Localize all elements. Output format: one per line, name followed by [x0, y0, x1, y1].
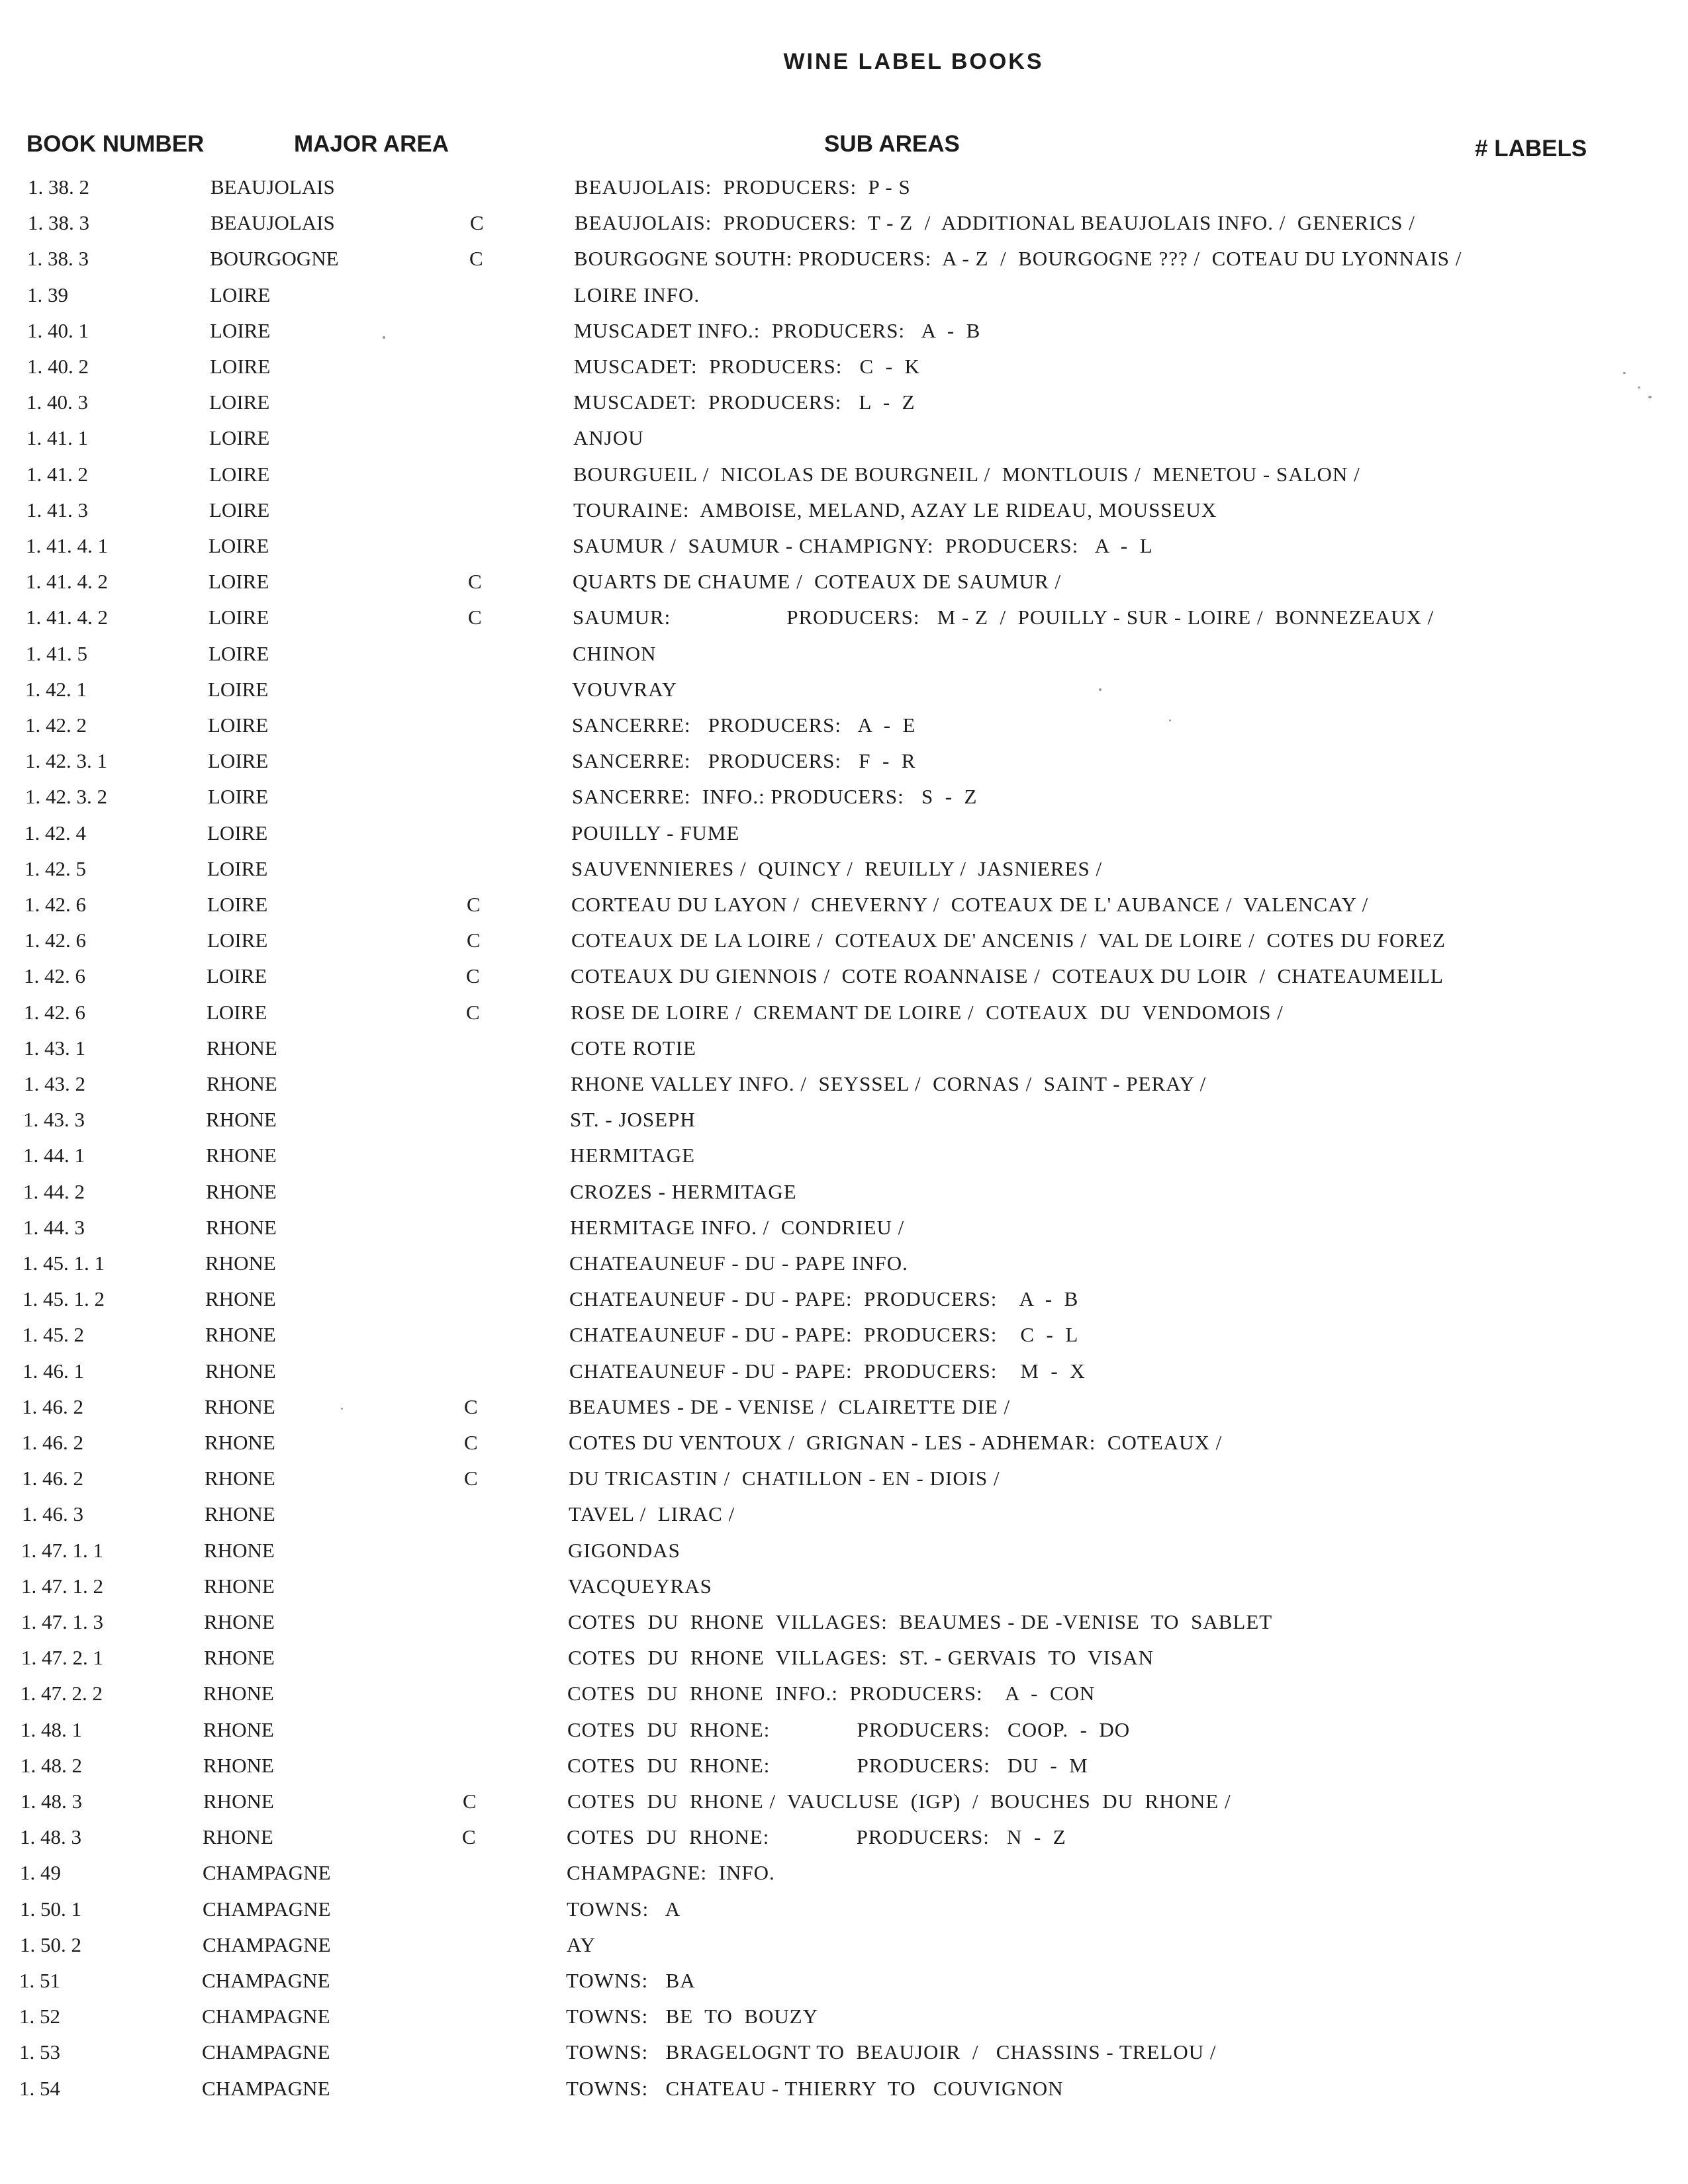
- book-number-cell: 1. 46. 2: [22, 1467, 83, 1490]
- book-number-cell: 1. 52: [19, 2005, 60, 2028]
- header-sub-areas: SUB AREAS: [824, 131, 960, 157]
- table-row: [0, 2034, 1688, 2070]
- table-row: [0, 995, 1688, 1030]
- table-row: [0, 1819, 1688, 1855]
- table-row: [0, 1281, 1688, 1317]
- book-number-cell: 1. 42. 3. 2: [25, 785, 107, 809]
- major-area-cell: RHONE: [205, 1287, 276, 1311]
- table-row: [0, 1784, 1688, 1819]
- book-number-cell: 1. 50. 2: [20, 1933, 81, 1956]
- sub-areas-cell: LOIRE INFO.: [574, 283, 700, 306]
- table-row: [0, 385, 1688, 420]
- table-row: [0, 958, 1688, 994]
- book-number-cell: 1. 40. 3: [26, 390, 88, 414]
- c-flag-cell: C: [468, 606, 482, 629]
- table-row: [0, 1030, 1688, 1066]
- sub-areas-cell: COTEAUX DE LA LOIRE / COTEAUX DE' ANCENIS / VAL DE LOIRE / COTES DU FOREZ: [571, 929, 1446, 952]
- major-area-cell: CHAMPAGNE: [203, 1861, 331, 1885]
- table-row: [0, 1353, 1688, 1389]
- c-flag-cell: C: [464, 1467, 478, 1490]
- sub-areas-cell: COTES DU RHONE VILLAGES: ST. - GERVAIS TO VISAN: [568, 1646, 1154, 1670]
- major-area-cell: RHONE: [205, 1431, 275, 1454]
- table-row: [0, 313, 1688, 349]
- sub-areas-cell: ROSE DE LOIRE / CREMANT DE LOIRE / COTEAUX DU VENDOMOIS /: [571, 1000, 1284, 1024]
- major-area-cell: LOIRE: [210, 318, 271, 342]
- scan-speck: [1623, 372, 1626, 374]
- major-area-cell: BEAUJOLAIS: [211, 175, 335, 199]
- table-row: [0, 1963, 1688, 1999]
- sub-areas-cell: ST. - JOSEPH: [570, 1108, 696, 1132]
- book-number-cell: 1. 40. 1: [27, 318, 89, 342]
- c-flag-cell: C: [463, 1790, 477, 1813]
- major-area-cell: CHAMPAGNE: [202, 2076, 330, 2100]
- sub-areas-cell: BEAUMES - DE - VENISE / CLAIRETTE DIE /: [569, 1394, 1011, 1418]
- table-row: [0, 205, 1688, 241]
- book-number-cell: 1. 41. 5: [26, 641, 87, 665]
- sub-areas-cell: POUILLY - FUME: [571, 821, 740, 844]
- book-number-cell: 1. 42. 5: [24, 856, 86, 880]
- table-row: [0, 1533, 1688, 1569]
- c-flag-cell: C: [466, 1000, 480, 1024]
- sub-areas-cell: BOURGUEIL / NICOLAS DE BOURGNEIL / MONTLOUIS / MENETOU - SALON /: [573, 462, 1360, 486]
- sub-areas-cell: RHONE VALLEY INFO. / SEYSSEL / CORNAS / SAINT - PERAY /: [571, 1072, 1207, 1095]
- major-area-cell: LOIRE: [208, 677, 269, 701]
- book-number-cell: 1. 45. 1. 2: [23, 1287, 105, 1311]
- book-number-cell: 1. 43. 3: [23, 1108, 85, 1132]
- sub-areas-cell: BOURGOGNE SOUTH: PRODUCERS: A - Z / BOURGOGNE ??? / COTEAU DU LYONNAIS /: [574, 247, 1462, 271]
- table-row: [0, 1102, 1688, 1138]
- major-area-cell: RHONE: [205, 1502, 275, 1526]
- major-area-cell: LOIRE: [209, 426, 270, 450]
- major-area-cell: RHONE: [206, 1144, 277, 1167]
- sub-areas-cell: CHATEAUNEUF - DU - PAPE INFO.: [569, 1251, 908, 1275]
- scan-speck: [1638, 387, 1640, 388]
- table-row: [0, 923, 1688, 958]
- sub-areas-cell: AY: [567, 1933, 596, 1956]
- scan-speck: [1169, 719, 1171, 721]
- table-row: [0, 564, 1688, 600]
- sub-areas-cell: COTEAUX DU GIENNOIS / COTE ROANNAISE / COTEAUX DU LOIR / CHATEAUMEILL: [571, 964, 1444, 988]
- sub-areas-cell: TOWNS: CHATEAU - THIERRY TO COUVIGNON: [566, 2076, 1064, 2100]
- major-area-cell: LOIRE: [207, 893, 268, 916]
- major-area-cell: LOIRE: [209, 606, 269, 629]
- book-number-cell: 1. 51: [19, 1969, 60, 1992]
- book-number-cell: 1. 48. 1: [21, 1717, 82, 1741]
- book-number-cell: 1. 42. 6: [24, 1000, 85, 1024]
- sub-areas-cell: VACQUEYRAS: [568, 1574, 712, 1598]
- table-row: [0, 349, 1688, 385]
- header-major-area: MAJOR AREA: [294, 131, 449, 157]
- sub-areas-cell: CHATEAUNEUF - DU - PAPE: PRODUCERS: M - X: [569, 1359, 1086, 1383]
- header-book-number: BOOK NUMBER: [26, 131, 205, 157]
- table-row: [0, 600, 1688, 635]
- major-area-cell: RHONE: [205, 1251, 276, 1275]
- sub-areas-cell: TOWNS: BA: [566, 1969, 696, 1992]
- book-number-cell: 1. 47. 2. 2: [21, 1682, 103, 1706]
- scan-speck: [1648, 396, 1652, 398]
- major-area-cell: CHAMPAGNE: [203, 1897, 331, 1921]
- book-number-cell: 1. 45. 2: [23, 1323, 84, 1347]
- major-area-cell: CHAMPAGNE: [202, 2005, 330, 2028]
- c-flag-cell: C: [462, 1825, 476, 1849]
- major-area-cell: LOIRE: [207, 929, 268, 952]
- sub-areas-cell: MUSCADET: PRODUCERS: L - Z: [573, 390, 915, 414]
- major-area-cell: RHONE: [205, 1359, 276, 1383]
- book-number-cell: 1. 47. 2. 1: [21, 1646, 103, 1670]
- major-area-cell: LOIRE: [208, 713, 269, 737]
- sub-areas-cell: BEAUJOLAIS: PRODUCERS: T - Z / ADDITIONAL BEAUJOLAIS INFO. / GENERICS /: [575, 211, 1415, 235]
- book-number-cell: 1. 46. 3: [22, 1502, 83, 1526]
- major-area-cell: RHONE: [203, 1790, 274, 1813]
- table-row: [0, 420, 1688, 456]
- major-area-cell: LOIRE: [209, 641, 269, 665]
- major-area-cell: RHONE: [204, 1610, 275, 1633]
- major-area-cell: RHONE: [203, 1717, 274, 1741]
- table-row: [0, 1927, 1688, 1963]
- book-number-cell: 1. 42. 6: [24, 964, 85, 988]
- major-area-cell: LOIRE: [210, 283, 271, 306]
- book-number-cell: 1. 47. 1. 2: [21, 1574, 103, 1598]
- sub-areas-cell: CORTEAU DU LAYON / CHEVERNY / COTEAUX DE L' AUBANCE / VALENCAY /: [571, 893, 1369, 916]
- sub-areas-cell: DU TRICASTIN / CHATILLON - EN - DIOIS /: [569, 1467, 1000, 1490]
- book-number-cell: 1. 44. 2: [23, 1179, 85, 1203]
- sub-areas-cell: TOWNS: A: [567, 1897, 681, 1921]
- table-row: [0, 457, 1688, 492]
- major-area-cell: RHONE: [205, 1467, 275, 1490]
- table-row: [0, 1461, 1688, 1496]
- sub-areas-cell: VOUVRAY: [572, 677, 678, 701]
- table-row: [0, 169, 1688, 205]
- book-number-cell: 1. 38. 3: [27, 247, 89, 271]
- major-area-cell: LOIRE: [210, 355, 271, 378]
- sub-areas-cell: COTE ROTIE: [571, 1036, 696, 1060]
- table-row: [0, 1640, 1688, 1676]
- major-area-cell: LOIRE: [209, 462, 270, 486]
- book-number-cell: 1. 49: [20, 1861, 61, 1885]
- book-number-cell: 1. 43. 2: [24, 1072, 85, 1095]
- table-row: [0, 1317, 1688, 1353]
- major-area-cell: LOIRE: [209, 534, 269, 557]
- table-row: [0, 1712, 1688, 1748]
- sub-areas-cell: SANCERRE: PRODUCERS: A - E: [572, 713, 916, 737]
- book-number-cell: 1. 43. 1: [24, 1036, 85, 1060]
- book-number-cell: 1. 42. 6: [24, 929, 86, 952]
- sub-areas-cell: GIGONDAS: [568, 1538, 680, 1562]
- sub-areas-cell: COTES DU RHONE: PRODUCERS: COOP. - DO: [567, 1717, 1131, 1741]
- book-number-cell: 1. 50. 1: [20, 1897, 81, 1921]
- c-flag-cell: C: [468, 570, 482, 594]
- c-flag-cell: C: [464, 1394, 478, 1418]
- table-row: [0, 277, 1688, 313]
- major-area-cell: RHONE: [206, 1179, 277, 1203]
- book-number-cell: 1. 41. 4. 2: [26, 570, 108, 594]
- book-number-cell: 1. 42. 1: [25, 677, 87, 701]
- sub-areas-cell: CHAMPAGNE: INFO.: [567, 1861, 775, 1885]
- major-area-cell: RHONE: [205, 1323, 276, 1347]
- major-area-cell: LOIRE: [207, 856, 268, 880]
- major-area-cell: RHONE: [207, 1036, 277, 1060]
- c-flag-cell: C: [467, 929, 481, 952]
- table-row: [0, 851, 1688, 887]
- table-row: [0, 528, 1688, 564]
- table-row: [0, 241, 1688, 277]
- book-number-cell: 1. 46. 2: [22, 1431, 83, 1454]
- table-row: [0, 743, 1688, 779]
- sub-areas-cell: SAUMUR: PRODUCERS: M - Z / POUILLY - SUR - LOIRE / BONNEZEAUX /: [573, 606, 1434, 629]
- c-flag-cell: C: [464, 1431, 478, 1454]
- major-area-cell: RHONE: [203, 1825, 273, 1849]
- major-area-cell: LOIRE: [209, 390, 270, 414]
- sub-areas-cell: MUSCADET INFO.: PRODUCERS: A - B: [574, 318, 981, 342]
- c-flag-cell: C: [469, 247, 483, 271]
- book-number-cell: 1. 38. 3: [28, 211, 89, 235]
- sub-areas-cell: COTES DU RHONE: PRODUCERS: N - Z: [567, 1825, 1066, 1849]
- book-number-cell: 1. 39: [27, 283, 68, 306]
- table-row: [0, 1066, 1688, 1102]
- book-number-cell: 1. 44. 3: [23, 1215, 85, 1239]
- table-row: [0, 1138, 1688, 1173]
- sub-areas-cell: CHATEAUNEUF - DU - PAPE: PRODUCERS: C - L: [569, 1323, 1079, 1347]
- major-area-cell: RHONE: [204, 1574, 275, 1598]
- book-number-cell: 1. 47. 1. 1: [21, 1538, 103, 1562]
- major-area-cell: RHONE: [203, 1682, 274, 1706]
- book-number-cell: 1. 46. 2: [22, 1394, 83, 1418]
- scan-speck: [383, 336, 385, 339]
- book-number-cell: 1. 42. 4: [24, 821, 86, 844]
- table-row: [0, 1425, 1688, 1461]
- sub-areas-cell: COTES DU RHONE: PRODUCERS: DU - M: [567, 1753, 1088, 1777]
- c-flag-cell: C: [470, 211, 484, 235]
- sub-areas-cell: CHINON: [573, 641, 657, 665]
- major-area-cell: BEAUJOLAIS: [211, 211, 335, 235]
- book-number-cell: 1. 42. 6: [24, 893, 86, 916]
- sub-areas-cell: TOWNS: BRAGELOGNT TO BEAUJOIR / CHASSINS - TRELOU /: [566, 2040, 1217, 2064]
- book-number-cell: 1. 40. 2: [27, 355, 89, 378]
- book-number-cell: 1. 42. 2: [25, 713, 87, 737]
- table-row: [0, 672, 1688, 707]
- major-area-cell: LOIRE: [207, 1000, 267, 1024]
- major-area-cell: LOIRE: [208, 749, 269, 773]
- table-row: [0, 1604, 1688, 1640]
- major-area-cell: LOIRE: [207, 964, 267, 988]
- sub-areas-cell: SAUMUR / SAUMUR - CHAMPIGNY: PRODUCERS: A - L: [573, 534, 1153, 557]
- sub-areas-cell: QUARTS DE CHAUME / COTEAUX DE SAUMUR /: [573, 570, 1062, 594]
- scan-speck: [341, 1408, 343, 1410]
- table-row: [0, 815, 1688, 851]
- book-number-cell: 1. 41. 3: [26, 498, 88, 522]
- table-row: [0, 636, 1688, 672]
- header-labels-count: # LABELS: [1475, 136, 1587, 161]
- sub-areas-cell: SANCERRE: PRODUCERS: F - R: [572, 749, 916, 773]
- table-row: [0, 1174, 1688, 1210]
- book-number-cell: 1. 54: [19, 2076, 60, 2100]
- table-row: [0, 2071, 1688, 2107]
- sub-areas-cell: HERMITAGE INFO. / CONDRIEU /: [570, 1215, 905, 1239]
- sub-areas-cell: COTES DU VENTOUX / GRIGNAN - LES - ADHEMAR: COTEAUX /: [569, 1431, 1223, 1454]
- book-number-cell: 1. 41. 4. 1: [26, 534, 108, 557]
- table-row: [0, 1389, 1688, 1425]
- table-row: [0, 1891, 1688, 1927]
- sub-areas-cell: SANCERRE: INFO.: PRODUCERS: S - Z: [572, 785, 978, 809]
- major-area-cell: BOURGOGNE: [210, 247, 339, 271]
- sub-areas-cell: BEAUJOLAIS: PRODUCERS: P - S: [575, 175, 911, 199]
- table-row: [0, 492, 1688, 528]
- major-area-cell: RHONE: [204, 1646, 275, 1670]
- book-number-cell: 1. 42. 3. 1: [25, 749, 107, 773]
- sub-areas-cell: TAVEL / LIRAC /: [569, 1502, 735, 1526]
- book-number-cell: 1. 48. 2: [21, 1753, 82, 1777]
- table-row: [0, 1569, 1688, 1604]
- major-area-cell: RHONE: [205, 1394, 275, 1418]
- major-area-cell: LOIRE: [208, 785, 269, 809]
- book-number-cell: 1. 41. 1: [26, 426, 88, 450]
- major-area-cell: LOIRE: [209, 498, 270, 522]
- document-title: WINE LABEL BOOKS: [783, 49, 1044, 74]
- major-area-cell: CHAMPAGNE: [203, 1933, 331, 1956]
- book-number-cell: 1. 45. 1. 1: [23, 1251, 105, 1275]
- table-row: [0, 887, 1688, 923]
- major-area-cell: RHONE: [206, 1108, 277, 1132]
- table-row: [0, 779, 1688, 815]
- book-number-cell: 1. 46. 1: [23, 1359, 84, 1383]
- book-number-cell: 1. 41. 2: [26, 462, 88, 486]
- table-row: [0, 707, 1688, 743]
- sub-areas-cell: TOWNS: BE TO BOUZY: [566, 2005, 819, 2028]
- sub-areas-cell: CHATEAUNEUF - DU - PAPE: PRODUCERS: A - B: [569, 1287, 1079, 1311]
- book-number-cell: 1. 48. 3: [20, 1825, 81, 1849]
- major-area-cell: LOIRE: [209, 570, 269, 594]
- sub-areas-cell: COTES DU RHONE / VAUCLUSE (IGP) / BOUCHES DU RHONE /: [567, 1790, 1231, 1813]
- sub-areas-cell: HERMITAGE: [570, 1144, 696, 1167]
- table-row: [0, 1855, 1688, 1891]
- book-number-cell: 1. 53: [19, 2040, 60, 2064]
- major-area-cell: CHAMPAGNE: [202, 1969, 330, 1992]
- major-area-cell: RHONE: [203, 1753, 274, 1777]
- c-flag-cell: C: [466, 964, 480, 988]
- table-row: [0, 1999, 1688, 2034]
- table-row: [0, 1676, 1688, 1711]
- major-area-cell: RHONE: [204, 1538, 275, 1562]
- sub-areas-cell: ANJOU: [573, 426, 644, 450]
- book-number-cell: 1. 41. 4. 2: [26, 606, 108, 629]
- sub-areas-cell: MUSCADET: PRODUCERS: C - K: [574, 355, 920, 378]
- book-number-cell: 1. 38. 2: [28, 175, 89, 199]
- table-row: [0, 1496, 1688, 1532]
- major-area-cell: RHONE: [206, 1215, 277, 1239]
- scan-speck: [1099, 688, 1102, 691]
- book-number-cell: 1. 48. 3: [21, 1790, 82, 1813]
- sub-areas-cell: CROZES - HERMITAGE: [570, 1179, 797, 1203]
- sub-areas-cell: TOURAINE: AMBOISE, MELAND, AZAY LE RIDEAU, MOUSSEUX: [573, 498, 1217, 522]
- major-area-cell: RHONE: [207, 1072, 277, 1095]
- sub-areas-cell: SAUVENNIERES / QUINCY / REUILLY / JASNIERES /: [571, 856, 1103, 880]
- sub-areas-cell: COTES DU RHONE INFO.: PRODUCERS: A - CON: [567, 1682, 1096, 1706]
- table-row: [0, 1210, 1688, 1246]
- major-area-cell: CHAMPAGNE: [202, 2040, 330, 2064]
- c-flag-cell: C: [467, 893, 481, 916]
- book-number-cell: 1. 47. 1. 3: [21, 1610, 103, 1633]
- major-area-cell: LOIRE: [207, 821, 268, 844]
- sub-areas-cell: COTES DU RHONE VILLAGES: BEAUMES - DE -VENISE TO SABLET: [568, 1610, 1273, 1633]
- book-number-cell: 1. 44. 1: [23, 1144, 85, 1167]
- table-row: [0, 1748, 1688, 1784]
- table-row: [0, 1246, 1688, 1281]
